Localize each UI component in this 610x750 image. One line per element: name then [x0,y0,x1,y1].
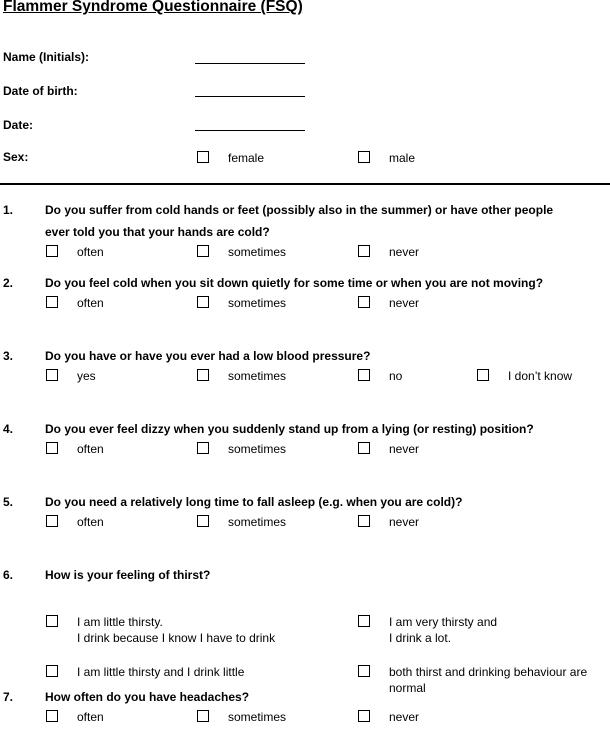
answer-checkbox[interactable] [358,245,370,257]
answer-label: often [77,245,104,259]
answer-checkbox[interactable] [46,296,58,308]
answer-checkbox[interactable] [46,710,58,722]
answer-checkbox[interactable] [358,665,370,677]
answer-label: never [389,442,420,456]
question-text [45,345,370,367]
answer-label-line: I drink a lot. [389,631,452,645]
question-text [45,199,553,243]
name-field-line[interactable] [195,63,305,64]
answer-label: yes [77,369,96,383]
answer-checkbox[interactable] [358,615,370,627]
answer-label: sometimes [228,515,287,529]
date-label: Date: [3,118,34,132]
answer-checkbox[interactable] [197,245,209,257]
answer-checkbox[interactable] [358,369,370,381]
answer-checkbox[interactable] [46,665,58,677]
answer-label-line: I drink because I know I have to drink [77,631,276,645]
sex-male-checkbox[interactable] [358,151,370,163]
answer-checkbox[interactable] [197,710,209,722]
question-text-line: Do you feel cold when you sit down quietly for some time or when you are not moving? [45,276,544,290]
question-number: 4. [3,422,14,436]
question-number: 5. [3,495,14,509]
question-number: 2. [3,276,14,290]
answer-label-line: I am very thirsty and [389,615,498,629]
page-title: Flammer Syndrome Questionnaire (FSQ) [3,0,303,15]
question-text [45,686,249,708]
answer-label: often [77,515,104,529]
dob-label: Date of birth: [3,84,78,98]
answer-label-line: I am little thirsty. [77,615,163,629]
question-text [45,564,210,586]
answer-checkbox[interactable] [46,245,58,257]
answer-label: never [389,296,420,310]
answer-checkbox[interactable] [358,296,370,308]
answer-label: sometimes [228,710,287,724]
answer-label: sometimes [228,296,287,310]
dob-field-line[interactable] [195,96,305,97]
answer-checkbox[interactable] [197,369,209,381]
answer-label: I don’t know [508,369,573,383]
answer-label [389,664,587,696]
question-text-line: Do you suffer from cold hands or feet (possibly also in the summer) or have other people [45,203,554,217]
question-text [45,418,534,440]
answer-label-line: normal [389,681,426,695]
date-field-line[interactable] [195,130,305,131]
question-number: 1. [3,203,14,217]
sex-female-label: female [228,151,265,165]
question-text [45,491,462,513]
answer-label: no [389,369,403,383]
question-number: 7. [3,690,14,704]
answer-checkbox[interactable] [46,442,58,454]
question-text-line: How often do you have headaches? [45,690,250,704]
sex-male-label: male [389,151,416,165]
answer-checkbox[interactable] [46,369,58,381]
question-text [45,272,543,294]
answer-checkbox[interactable] [358,710,370,722]
answer-label [389,614,497,646]
name-label: Name (Initials): [3,50,90,64]
answer-label [77,664,244,680]
answer-label: sometimes [228,369,287,383]
question-text-line: ever told you that your hands are cold? [45,225,270,239]
answer-checkbox[interactable] [358,515,370,527]
answer-label: never [389,710,420,724]
question-text-line: Do you have or have you ever had a low blood pressure? [45,349,371,363]
answer-checkbox[interactable] [358,442,370,454]
answer-checkbox[interactable] [197,515,209,527]
question-text-line: Do you need a relatively long time to fall asleep (e.g. when you are cold)? [45,495,463,509]
sex-label: Sex: [3,150,29,164]
question-text-line: Do you ever feel dizzy when you suddenly stand up from a lying (or resting) position? [45,422,534,436]
question-number: 6. [3,568,14,582]
answer-checkbox[interactable] [197,442,209,454]
answer-checkbox[interactable] [46,615,58,627]
answer-label-line: I am little thirsty and I drink little [77,665,245,679]
answer-label: often [77,442,104,456]
answer-label: often [77,710,104,724]
answer-label: never [389,245,420,259]
sex-female-checkbox[interactable] [197,151,209,163]
answer-label: never [389,515,420,529]
question-number: 3. [3,349,14,363]
answer-checkbox[interactable] [477,369,489,381]
answer-label-line: both thirst and drinking behaviour are [389,665,588,679]
section-divider [0,183,610,185]
answer-label: sometimes [228,442,287,456]
answer-checkbox[interactable] [197,296,209,308]
question-text-line: How is your feeling of thirst? [45,568,211,582]
answer-label: sometimes [228,245,287,259]
answer-label: often [77,296,104,310]
answer-checkbox[interactable] [46,515,58,527]
answer-label [77,614,275,646]
